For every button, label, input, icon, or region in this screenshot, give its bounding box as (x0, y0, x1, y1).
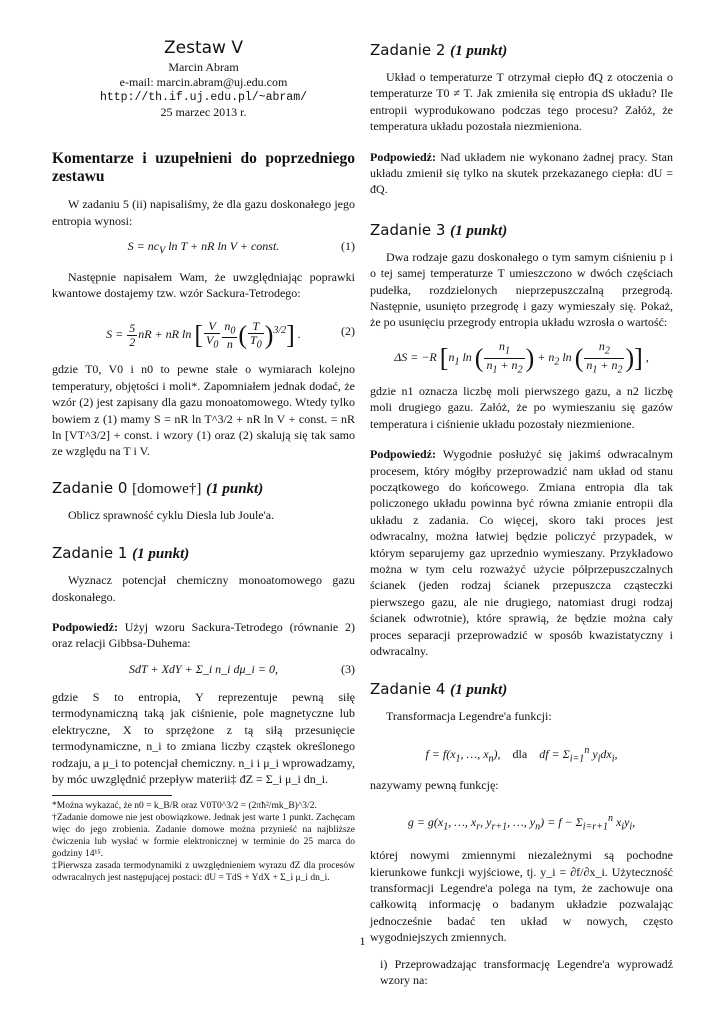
zadanie-4-text1: Transformacja Legendre'a funkcji: (386, 709, 552, 724)
zadanie-4-heading: Zadanie 4 (1 punkt) (370, 680, 508, 699)
komentarze-p2: Następnie napisałem Wam, że uwzględniając poprawki kwantowe dostajemy tzw. wzór Sackura-Tetrodego: (52, 269, 355, 301)
zadanie-3-hint: Podpowiedź: Wygodnie posłużyć się jakimś odwracalnym procesem, który mógłby przeprowadzić nam układ od stanu początkowego do końcowego. Zmiana entropia dla tak policzonego układu powinna być równa zmianie entropii dla układu z zadania. Co więcej, skoro taki proces jest odwracalny, można łatwiej będzie policzyć przypadek, w którym separujemy gaz uprzednio wymieszany. Przykładowo można w tym celu rozważyć użycie półprzepuszczalnych ścianek (jeden rodzaj ścianek przepuszcza cząsteczki pierwszego gazu, ale nie drugiego, natomiast drugi rodzaj ścianek odwrotnie), które sprawią, że będzie można cały proces separacji przeprowadzić w sposób kwazistatyczny i odwracalny. (370, 447, 673, 658)
zadanie-1-text: Wyznacz potencjał chemiczny monoatomowego gazu doskonałego. (52, 573, 355, 604)
date: 25 marzec 2013 r. (160, 105, 247, 120)
equation-3-number: (3) (341, 661, 355, 676)
document-title: Zestaw V (164, 38, 243, 58)
zadanie-4-text3: której nowymi zmiennymi niezależnymi są pochodne kierunkowe funkcji wyjściowe, tj. y_i = ∂f/∂x_i. Użyteczność transformacji Legendre'a polega na tym, że zachowuje ona całkowitą informację o badanym układzie pozwalając jednocześnie badać ten układ w nowych, często wygodniejszych zmiennych. (370, 848, 673, 945)
equation-1: $S = nc_V$ ln T + nR ln V + const. (1) (127, 239, 355, 257)
equation-3: SdT + XdY + Σ_i n_i dμ_i = 0, (3) (129, 661, 355, 676)
zadanie-3-text: Dwa rodzaje gazu doskonałego o tym samym ciśnieniu p i o tej samej temperaturze T umieszczono w dwóch częściach pudełka, rozdzielonych nieprzepuszczalną przegrodą. Następnie, usunięto przegrodę i gazy wymieszały się. Pokaż, że po usunięciu przegrody entropia układu wzrosła o wartość: (370, 249, 673, 330)
zadanie-3-heading: Zadanie 3 (1 punkt) (370, 220, 508, 239)
zadanie-1-hint: Podpowiedź: Użyj wzoru Sackura-Tetrodego (równanie 2) oraz relacji Gibbsa-Duhema: (52, 620, 356, 651)
zadanie-2-text: Układ o temperaturze T otrzymał ciepło đQ z otoczenia o temperaturze T0 ≠ T. Jak zmieniła się entropia dS układu? Ile entropii wyprodukowano podczas tego procesu? Załóż, że temperatura układu pozostała niezmieniona. (370, 70, 673, 134)
komentarze-heading: Komentarze i uzupełnieni do poprzedniego zestawu (52, 150, 355, 186)
zadanie-1-explanation: gdzie S to entropia, Y reprezentuje pewną siłę termodynamiczną taką jak ciśnienie, pole magnetyczne lub elektryczne, X to sprzężone z tą siłą przesunięcie termodynamiczne, n_i to zmiana liczby cząstek określonego rodzaju, a μ_i to potencjał chemiczny. n_i i μ_i wprowadzamy, by móc uwzględnić przepływ materii‡ đZ = Σ_i μ_i dn_i. (52, 689, 355, 786)
equation-2: S = $\frac{5}{2}$ nR + nR ln [ $\frac{V}{V_0}$ $\frac{n_0}{n}$ ( $\frac{T}{T_0}$ )$^{3/2}$] . (2) (52, 309, 355, 353)
komentarze-p1: W zadaniu 5 (ii) napisaliśmy, że dla gazu doskonałego jego entropia wynosi: (52, 197, 355, 228)
zadanie-3-after: gdzie n1 oznacza liczbę moli pierwszego gazu, a n2 liczbę moli drugiego gazu. Załóż, że po wymieszaniu się gazów temperatura i ciśnienie układu pozostały niezmienione. (370, 383, 673, 431)
footnote-2: †Zadanie domowe nie jest obowiązkowe. Jednak jest warte 1 punkt. Zachęcam więc do jego zrobienia. Zadanie domowe można przynieść na najbliższe ćwiczenia lub wysłać w formie elektronicznej w terminie do 25 marca do godziny 14¹⁵. (52, 813, 355, 860)
zadanie-2-heading: Zadanie 2 (1 punkt) (370, 41, 508, 59)
footnote-rule (52, 795, 172, 796)
left-column (52, 40, 355, 884)
equation-1-number: (1) (341, 239, 355, 254)
equation-legendre-f: $f = f(x_1$, …, $x_n$), dla df = $\Sigma_{i=1}^n$ $y_idx_i$, (425, 744, 618, 765)
footnote-3: ‡Pierwsza zasada termodynamiki z uwzględnieniem wyrazu đZ dla procesów odwracalnych jest następującej postaci: dU = TdS + YdX + Σ_i μ_i dn_i. (52, 861, 355, 884)
footnote-1: *Można wykazać, że n0 = k_B/R oraz V0T0^3/2 = (2πħ²/mk_B)^3/2. (52, 801, 317, 812)
zadanie-4-text2: nazywamy pewną funkcję: (370, 777, 499, 792)
email: e-mail: marcin.abram@uj.edu.com (119, 75, 288, 90)
zadanie-2-hint: Podpowiedź: Nad układem nie wykonano żadnej pracy. Stan układu zmienił się tylko na skutek przekazanego ciepła: dU = đQ. (370, 149, 673, 197)
equation-2-number: (2) (341, 324, 355, 339)
right-column (370, 40, 673, 988)
komentarze-p3: gdzie T0, V0 i n0 to pewne stałe o wymiarach kolejno temperatury, objętości i moli*. Zapomniałem jednak dodać, że wzór (2) jest zapisany dla gazu monoatomowego. Wtedy tylko bowiem z (1) mamy S = nR ln T^3/2 + nR ln V + const. = nR ln [VT^3/2] + const. i wzory (1) oraz (2) skalują się tak samo ze względu na T i V. (52, 362, 355, 459)
zadanie-0-heading: Zadanie 0 [domowe†] (1 punkt) (52, 478, 264, 497)
homepage-url[interactable]: http://th.if.uj.edu.pl/~abram/ (99, 91, 308, 105)
page-number: 1 (359, 934, 366, 948)
author: Marcin Abram (168, 60, 239, 75)
zadanie-1-heading: Zadanie 1 (1 punkt) (52, 544, 190, 563)
equation-entropy-mixing: ΔS = −R [$n_1$ ln ( $\frac{n_1}{n_1 + n_2}$ ) + $n_2$ ln ( $\frac{n_2}{n_1 + n_2}$ )] , (394, 339, 649, 376)
zadanie-4-item-i: i) Przeprowadzając transformację Legendre'a wyprowadź wzory na: (380, 956, 673, 988)
zadanie-0-text: Oblicz sprawność cyklu Diesla lub Joule'a. (68, 507, 275, 522)
equation-legendre-g: $g = g(x_1$, …, $x_r$, $y_{r+1}$, …, $y_n) = f - \Sigma_{i=r+1}^n$ $x_iy_i$, (407, 813, 636, 833)
